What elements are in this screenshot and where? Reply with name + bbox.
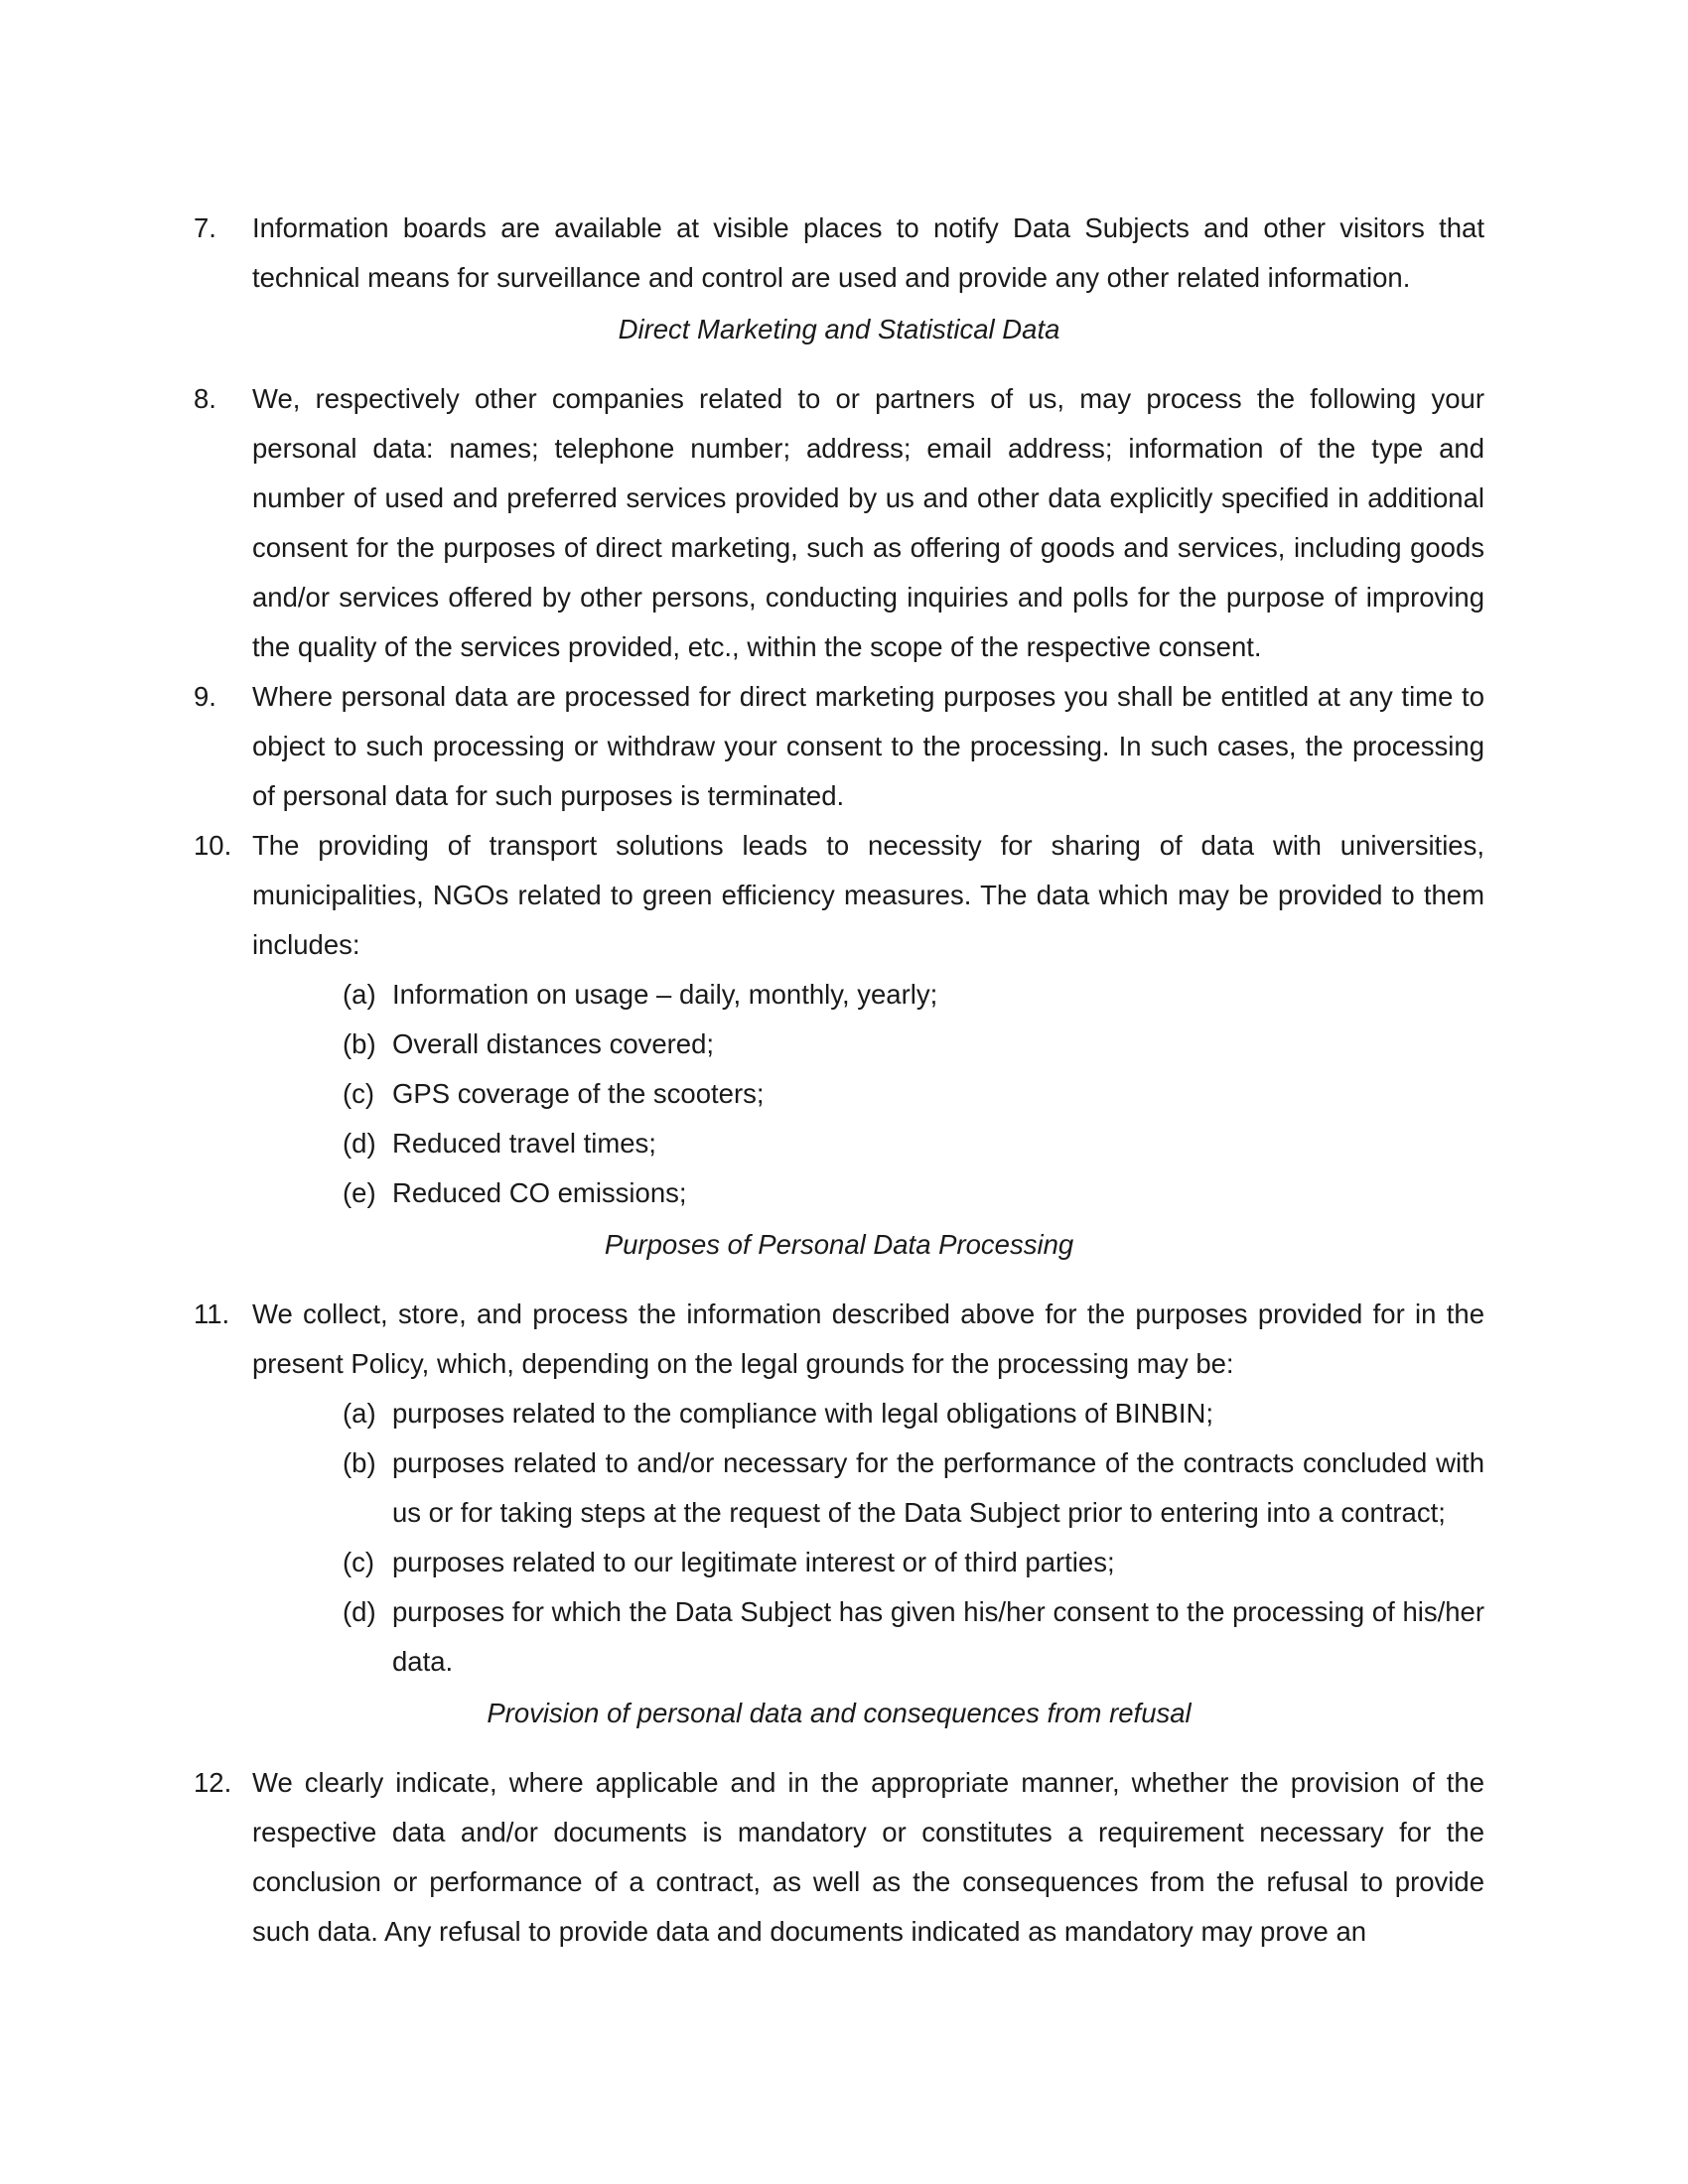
sub-item xyxy=(194,1069,1484,1119)
sub-item-label: (c) xyxy=(343,1078,375,1109)
clause-text: The providing of transport solutions leads to necessity for sharing of data with universities, municipalities, NGOs related to green efficiency measures. The data which may be provided to them includes: xyxy=(252,830,1484,960)
sub-item-text: purposes related to and/or necessary for the performance of the contracts concluded with us or for taking steps at the request of the Data Subject prior to entering into a contract; xyxy=(392,1447,1484,1528)
clause-text: We collect, store, and process the information described above for the purposes provided for in the present Policy, which, depending on the legal grounds for the processing may be: xyxy=(252,1298,1484,1379)
clause-11 xyxy=(194,1290,1484,1687)
sub-item-label: (d) xyxy=(343,1596,376,1627)
clause-number: 7. xyxy=(194,212,216,243)
sub-item xyxy=(194,1587,1484,1687)
sub-item xyxy=(194,970,1484,1020)
section-heading-direct-marketing: Direct Marketing and Statistical Data xyxy=(618,314,1060,344)
sub-item-text: Reduced travel times; xyxy=(392,1128,656,1159)
sub-item-label: (b) xyxy=(343,1447,376,1478)
sub-item-label: (b) xyxy=(343,1028,376,1059)
clause-number: 9. xyxy=(194,681,216,712)
clause-number: 11. xyxy=(194,1298,230,1329)
clause-text: We, respectively other companies related to or partners of us, may process the following your personal data: names; telephone number; address; email address; information of the type and number of used and preferred services provided by us and other data explicitly specified in additional consent for the purposes of direct marketing, such as offering of goods and services, including goods and/or services offered by other persons, conducting inquiries and polls for the purpose of improving the quality of the services provided, etc., within the scope of the respective consent. xyxy=(252,383,1484,662)
sub-item-text: Overall distances covered; xyxy=(392,1028,715,1059)
sub-item-text: purposes related to the compliance with legal obligations of BINBIN; xyxy=(392,1398,1213,1429)
clause-7 xyxy=(194,204,1484,303)
clause-text: Where personal data are processed for direct marketing purposes you shall be entitled at any time to object to such processing or withdraw your consent to the processing. In such cases, the processing of personal data for such purposes is terminated. xyxy=(252,681,1484,811)
section-heading-purposes: Purposes of Personal Data Processing xyxy=(604,1229,1074,1260)
sub-item xyxy=(194,1538,1484,1587)
sub-item-text: Information on usage – daily, monthly, yearly; xyxy=(392,979,938,1010)
sub-item-label: (a) xyxy=(343,1398,376,1429)
clause-text: We clearly indicate, where applicable and in the appropriate manner, whether the provision of the respective data and/or documents is mandatory or constitutes a requirement necessary for the conclusion or performance of a contract, as well as the consequences from the refusal to provide such data. Any refusal to provide data and documents indicated as mandatory may prove an xyxy=(252,1767,1484,1947)
sub-item-label: (a) xyxy=(343,979,376,1010)
sub-item-text: purposes for which the Data Subject has given his/her consent to the processing of his/her data. xyxy=(392,1596,1484,1677)
clause-10 xyxy=(194,821,1484,1218)
sub-item-label: (d) xyxy=(343,1128,376,1159)
sub-item xyxy=(194,1168,1484,1218)
clause-12 xyxy=(194,1758,1484,1957)
clause-8 xyxy=(194,374,1484,672)
sub-item-label: (c) xyxy=(343,1547,375,1577)
sub-item-label: (e) xyxy=(343,1177,376,1208)
section-heading-provision: Provision of personal data and consequences from refusal xyxy=(487,1698,1192,1728)
sub-item xyxy=(194,1119,1484,1168)
sub-item-text: Reduced CO emissions; xyxy=(392,1177,687,1208)
sub-item xyxy=(194,1438,1484,1538)
sub-item-text: purposes related to our legitimate interest or of third parties; xyxy=(392,1547,1115,1577)
sub-item xyxy=(194,1020,1484,1069)
clause-number: 10. xyxy=(194,830,232,861)
clause-text: Information boards are available at visible places to notify Data Subjects and other visitors that technical means for surveillance and control are used and provide any other related information. xyxy=(252,212,1484,293)
clause-9 xyxy=(194,672,1484,821)
clause-number: 12. xyxy=(194,1767,232,1798)
sub-item xyxy=(194,1389,1484,1438)
sub-item-text: GPS coverage of the scooters; xyxy=(392,1078,765,1109)
clause-number: 8. xyxy=(194,383,216,414)
